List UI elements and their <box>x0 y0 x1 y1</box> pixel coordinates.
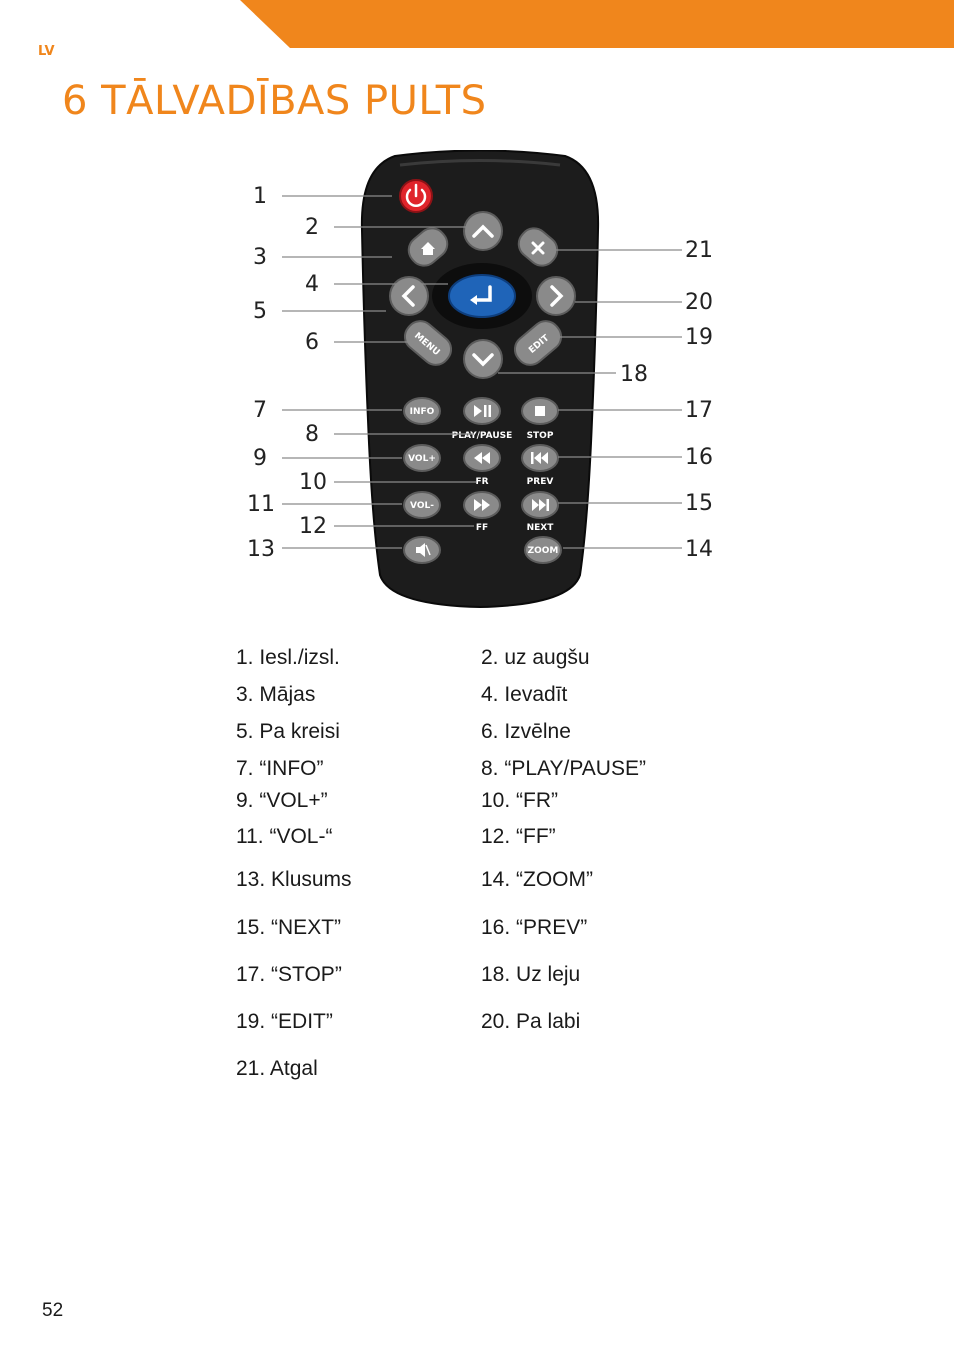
zoom-button <box>525 537 561 563</box>
legend-row <box>236 1057 756 1094</box>
edit-label: EDIT <box>527 333 552 356</box>
prev-button <box>522 445 558 471</box>
callout-21: 21 <box>685 238 713 263</box>
legend-item: 12. “FF” <box>481 825 556 848</box>
legend-item: 11. “VOL-“ <box>236 825 333 848</box>
orange-header-banner <box>0 0 954 50</box>
stop-label: STOP <box>526 431 554 441</box>
legend-row <box>236 683 756 720</box>
info-label: INFO <box>409 407 435 417</box>
legend-row <box>236 916 756 963</box>
legend-row <box>236 963 756 1010</box>
callout-1: 1 <box>253 184 267 209</box>
callout-18: 18 <box>620 362 648 387</box>
page-number: 52 <box>42 1300 64 1321</box>
callout-3: 3 <box>253 245 267 270</box>
language-code: LV <box>38 44 55 59</box>
legend-item: 16. “PREV” <box>481 916 588 939</box>
legend-item: 3. Mājas <box>236 683 316 706</box>
legend-item: 10. “FR” <box>481 789 559 812</box>
zoom-label: ZOOM <box>527 546 559 556</box>
legend-item: 9. “VOL+” <box>236 789 328 812</box>
callout-5: 5 <box>253 299 267 324</box>
up-button <box>464 212 502 250</box>
callout-2: 2 <box>305 215 319 240</box>
next-button <box>522 492 558 518</box>
legend-row <box>236 789 756 825</box>
legend-item: 5. Pa kreisi <box>236 720 340 743</box>
menu-label: MENU <box>412 331 442 358</box>
callout-14: 14 <box>685 537 713 562</box>
legend-item: 19. “EDIT” <box>236 1010 333 1033</box>
callout-7: 7 <box>253 398 267 423</box>
legend-item: 20. Pa labi <box>481 1010 581 1033</box>
callout-6: 6 <box>305 330 319 355</box>
callout-15: 15 <box>685 491 713 516</box>
legend-item: 21. Atgal <box>236 1057 318 1080</box>
fr-label: FR <box>475 477 489 487</box>
callout-10: 10 <box>299 470 327 495</box>
page-title: 6 TĀLVADĪBAS PULTS <box>62 78 487 124</box>
legend-row <box>236 757 756 789</box>
callout-16: 16 <box>685 445 713 470</box>
vol-minus-label: VOL- <box>410 501 434 511</box>
callout-12: 12 <box>299 514 327 539</box>
prev-label: PREV <box>526 477 554 487</box>
right-button <box>537 277 575 315</box>
legend-row <box>236 1010 756 1057</box>
legend-item: 2. uz augšu <box>481 646 590 669</box>
fast-rewind-button <box>464 445 500 471</box>
legend-item: 18. Uz leju <box>481 963 581 986</box>
legend-row <box>236 720 756 757</box>
callout-17: 17 <box>685 398 713 423</box>
stop-icon <box>535 406 545 416</box>
remote-control-figure <box>240 150 720 610</box>
vol-plus-label: VOL+ <box>408 454 436 464</box>
enter-button <box>449 275 515 317</box>
legend-item: 4. Ievadīt <box>481 683 568 706</box>
stop-button <box>522 398 558 424</box>
legend-item: 7. “INFO” <box>236 757 324 780</box>
ff-label: FF <box>475 523 489 533</box>
legend-row <box>236 868 756 916</box>
legend-item: 6. Izvēlne <box>481 720 571 743</box>
mute-button <box>404 537 440 563</box>
callout-9: 9 <box>253 446 267 471</box>
play-pause-button <box>464 398 500 424</box>
down-button <box>464 340 502 378</box>
legend-item: 17. “STOP” <box>236 963 342 986</box>
legend-row <box>236 825 756 868</box>
callout-20: 20 <box>685 290 713 315</box>
legend-item: 15. “NEXT” <box>236 916 342 939</box>
play-pause-label: PLAY/PAUSE <box>451 431 513 441</box>
callout-11: 11 <box>247 492 275 517</box>
button-legend <box>236 646 756 1094</box>
legend-item: 14. “ZOOM” <box>481 868 594 891</box>
callout-8: 8 <box>305 422 319 447</box>
next-label: NEXT <box>526 523 554 533</box>
callout-4: 4 <box>305 272 319 297</box>
fast-forward-button <box>464 492 500 518</box>
callout-19: 19 <box>685 325 713 350</box>
legend-item: 8. “PLAY/PAUSE” <box>481 757 646 780</box>
vol-minus-button <box>404 492 440 518</box>
info-button <box>404 398 440 424</box>
legend-row <box>236 646 756 683</box>
legend-item: 1. Iesl./izsl. <box>236 646 340 669</box>
legend-item: 13. Klusums <box>236 868 352 891</box>
vol-plus-button <box>404 445 440 471</box>
left-button <box>390 277 428 315</box>
callout-13: 13 <box>247 537 275 562</box>
